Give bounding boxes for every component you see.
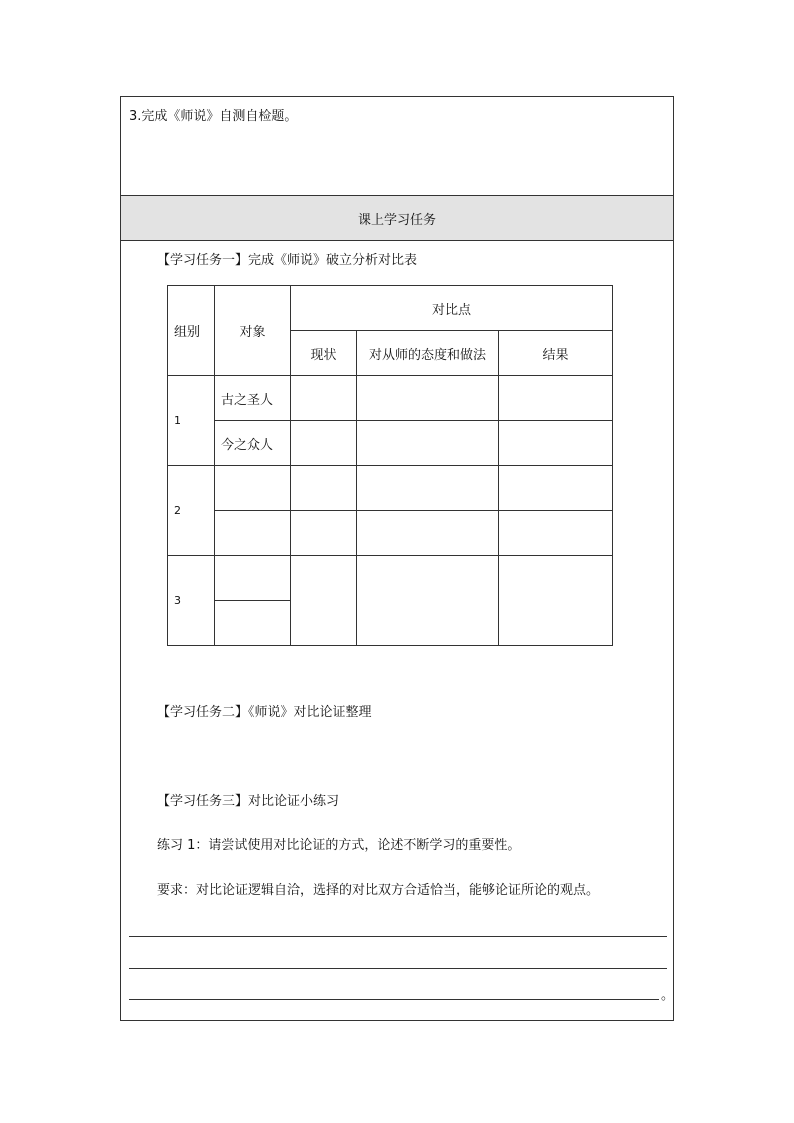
task3-title: 【学习任务三】对比论证小练习 [157,794,340,809]
header-group: 组别 [168,286,215,376]
blank-cell[interactable] [291,511,357,556]
blank-cell[interactable] [499,511,613,556]
blank-cell[interactable] [499,421,613,466]
subheader-status: 现状 [291,331,357,376]
exercise-text: 练习 1：请尝试使用对比论证的方式，论述不断学习的重要性。 [157,838,521,853]
comparison-table [167,285,613,646]
group-id: 2 [168,466,215,556]
answer-line-3[interactable] [129,999,659,1000]
section-header: 课上学习任务 [121,196,673,241]
task1-title: 【学习任务一】完成《师说》破立分析对比表 [157,253,418,268]
preview-task-cell [121,97,673,196]
subheader-result: 结果 [499,331,613,376]
group-id: 3 [168,556,215,646]
worksheet-frame [120,96,674,1021]
object-cell[interactable] [215,466,291,511]
blank-cell[interactable] [499,556,613,646]
blank-cell[interactable] [499,376,613,421]
object-cell: 古之圣人 [215,376,291,421]
table-row [168,511,613,556]
header-object: 对象 [215,286,291,376]
blank-cell[interactable] [357,421,499,466]
object-cell: 今之众人 [215,421,291,466]
table-row [168,556,613,601]
blank-cell[interactable] [357,466,499,511]
blank-cell[interactable] [357,556,499,646]
answer-line-1[interactable] [129,936,667,937]
blank-cell[interactable] [291,421,357,466]
requirement-text: 要求：对比论证逻辑自洽，选择的对比双方合适恰当，能够论证所论的观点。 [157,883,600,898]
header-compare-points: 对比点 [291,286,613,331]
answer-line-2[interactable] [129,968,667,969]
blank-cell[interactable] [357,376,499,421]
object-cell[interactable] [215,511,291,556]
group-id: 1 [168,376,215,466]
blank-cell[interactable] [357,511,499,556]
preview-task-text: 3.完成《师说》自测自检题。 [129,109,298,124]
blank-cell[interactable] [291,556,357,646]
blank-cell[interactable] [291,376,357,421]
task2-title: 【学习任务二】《师说》对比论证整理 [157,705,372,720]
table-row [168,421,613,466]
end-period: 。 [661,988,675,1003]
blank-cell[interactable] [291,466,357,511]
subheader-attitude: 对从师的态度和做法 [357,331,499,376]
object-cell[interactable] [215,601,291,646]
object-cell[interactable] [215,556,291,601]
blank-cell[interactable] [499,466,613,511]
table-row [168,466,613,511]
table-row [168,376,613,421]
